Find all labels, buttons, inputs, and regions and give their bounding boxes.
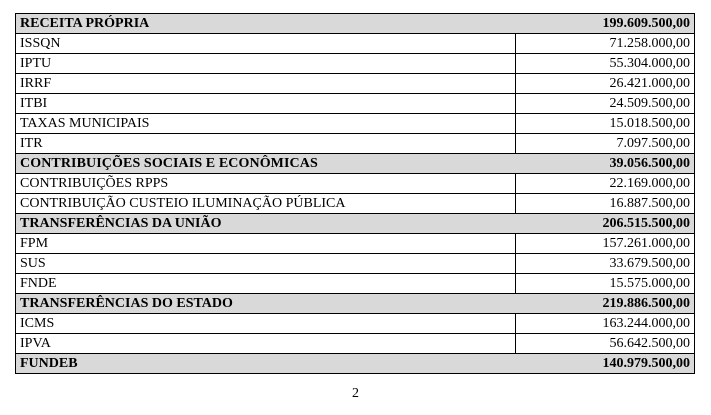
table-row xyxy=(16,194,695,214)
table-row xyxy=(16,134,695,154)
item-label: IPTU xyxy=(16,54,516,74)
item-value: 33.679.500,00 xyxy=(516,254,695,274)
item-value: 56.642.500,00 xyxy=(516,334,695,354)
section-title: CONTRIBUIÇÕES SOCIAIS E ECONÔMICAS xyxy=(16,154,516,174)
item-label: FPM xyxy=(16,234,516,254)
item-label: SUS xyxy=(16,254,516,274)
item-value: 7.097.500,00 xyxy=(516,134,695,154)
table-row xyxy=(16,234,695,254)
item-value: 15.575.000,00 xyxy=(516,274,695,294)
section-total: 206.515.500,00 xyxy=(516,214,695,234)
section-title: FUNDEB xyxy=(16,354,516,374)
section-row-contribuicoes xyxy=(16,154,695,174)
item-label: ITR xyxy=(16,134,516,154)
section-total: 199.609.500,00 xyxy=(516,14,695,34)
item-label: ITBI xyxy=(16,94,516,114)
item-value: 55.304.000,00 xyxy=(516,54,695,74)
table-row xyxy=(16,74,695,94)
item-value: 15.018.500,00 xyxy=(516,114,695,134)
section-total: 39.056.500,00 xyxy=(516,154,695,174)
item-label: ICMS xyxy=(16,314,516,334)
section-row-receita-propria xyxy=(16,14,695,34)
item-label: CONTRIBUIÇÕES RPPS xyxy=(16,174,516,194)
table-row xyxy=(16,54,695,74)
item-label: TAXAS MUNICIPAIS xyxy=(16,114,516,134)
item-label: CONTRIBUIÇÃO CUSTEIO ILUMINAÇÃO PÚBLICA xyxy=(16,194,516,214)
table-row xyxy=(16,114,695,134)
item-value: 71.258.000,00 xyxy=(516,34,695,54)
section-row-transferencias-uniao xyxy=(16,214,695,234)
revenue-table xyxy=(15,13,695,374)
item-label: IPVA xyxy=(16,334,516,354)
page-number: 2 xyxy=(352,386,359,401)
table-row xyxy=(16,334,695,354)
section-title: RECEITA PRÓPRIA xyxy=(16,14,516,34)
item-value: 163.244.000,00 xyxy=(516,314,695,334)
table-row xyxy=(16,314,695,334)
section-total: 219.886.500,00 xyxy=(516,294,695,314)
section-total: 140.979.500,00 xyxy=(516,354,695,374)
item-value: 16.887.500,00 xyxy=(516,194,695,214)
item-value: 157.261.000,00 xyxy=(516,234,695,254)
table-row xyxy=(16,34,695,54)
table-row xyxy=(16,274,695,294)
item-label: IRRF xyxy=(16,74,516,94)
section-row-transferencias-estado xyxy=(16,294,695,314)
section-title: TRANSFERÊNCIAS DO ESTADO xyxy=(16,294,516,314)
section-row-fundeb xyxy=(16,354,695,374)
table-row xyxy=(16,174,695,194)
revenue-table-container xyxy=(15,13,694,374)
item-value: 26.421.000,00 xyxy=(516,74,695,94)
table-row xyxy=(16,94,695,114)
item-value: 22.169.000,00 xyxy=(516,174,695,194)
item-label: ISSQN xyxy=(16,34,516,54)
table-row xyxy=(16,254,695,274)
item-value: 24.509.500,00 xyxy=(516,94,695,114)
section-title: TRANSFERÊNCIAS DA UNIÃO xyxy=(16,214,516,234)
item-label: FNDE xyxy=(16,274,516,294)
